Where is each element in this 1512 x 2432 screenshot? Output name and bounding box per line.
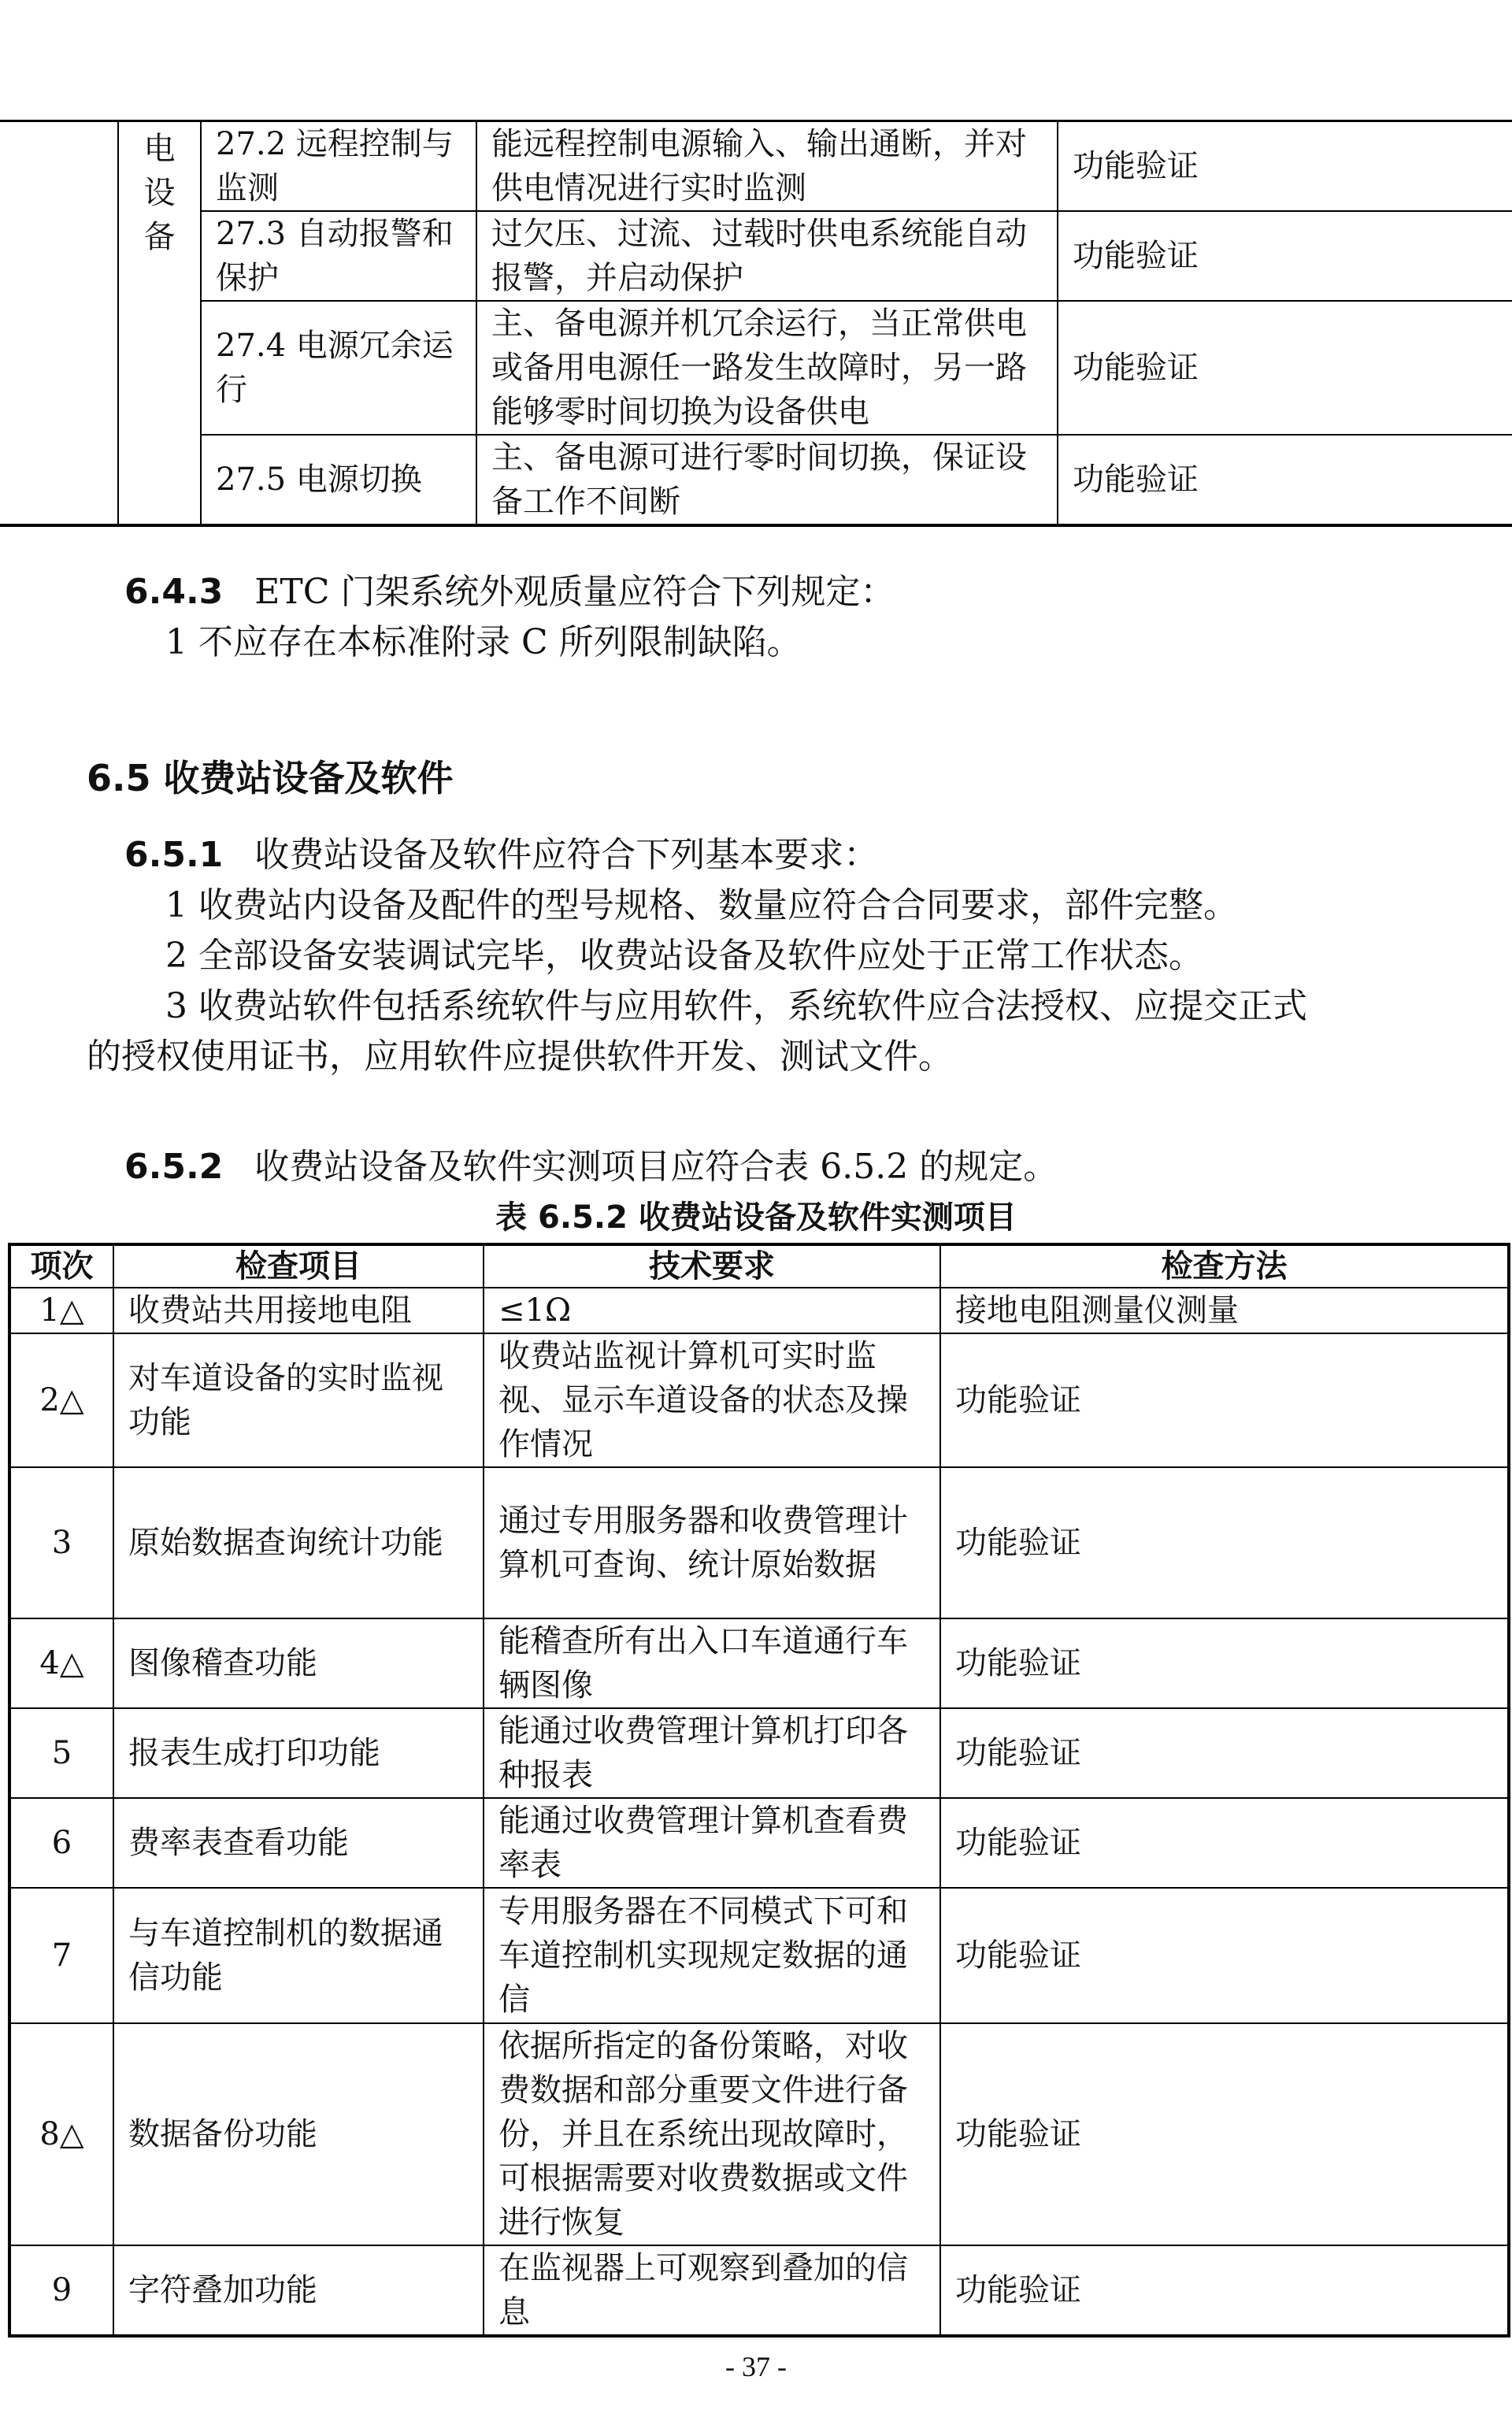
table-row xyxy=(9,2245,1509,2336)
check-method: 功能验证 xyxy=(940,1467,1509,1618)
tech-requirement: 专用服务器在不同模式下可和车道控制机实现规定数据的通信 xyxy=(484,1888,940,2023)
check-item: 费率表查看功能 xyxy=(113,1798,484,1888)
table-row xyxy=(9,1888,1509,2023)
tech-requirement: 主、备电源可进行零时间切换，保证设备工作不间断 xyxy=(476,435,1058,525)
clause-line: 1 不应存在本标准附录 C 所列限制缺陷。 xyxy=(165,622,802,662)
check-method: 接地电阻测量仪测量 xyxy=(940,1288,1509,1333)
clause-6-5-2 xyxy=(124,1144,1058,1191)
tech-requirement: 能通过收费管理计算机打印各种报表 xyxy=(484,1708,940,1798)
clause-line: 2 全部设备安装调试完毕，收费站设备及软件应处于正常工作状态。 xyxy=(165,936,1203,976)
check-item: 27.3 自动报警和保护 xyxy=(201,211,476,301)
row-number: 4△ xyxy=(9,1618,113,1708)
check-item: 27.4 电源冗余运行 xyxy=(201,301,476,435)
power-equipment-table xyxy=(0,120,1512,527)
check-method: 功能验证 xyxy=(940,1798,1509,1888)
tech-requirement: 在监视器上可观察到叠加的信息 xyxy=(484,2245,940,2336)
check-method: 功能验证 xyxy=(1058,121,1512,212)
clause-number: 6.5.2 xyxy=(124,1147,224,1187)
tech-requirement: 主、备电源并机冗余运行，当正常供电或备用电源任一路发生故障时，另一路能够零时间切换为设备供电 xyxy=(476,301,1058,435)
clause-line: 3 收费站软件包括系统软件与应用软件，系统软件应合法授权、应提交正式 xyxy=(165,986,1307,1026)
clause-text: 收费站设备及软件实测项目应符合表 6.5.2 的规定。 xyxy=(254,1147,1058,1187)
check-method: 功能验证 xyxy=(940,2245,1509,2336)
table-row xyxy=(9,1798,1509,1888)
table-header-row xyxy=(9,1244,1509,1288)
header-cell: 检查项目 xyxy=(113,1244,484,1288)
check-method: 功能验证 xyxy=(1058,301,1512,435)
category-char: 电 xyxy=(143,131,176,167)
row-number: 1△ xyxy=(9,1288,113,1333)
page-number: - 37 - xyxy=(725,2351,787,2382)
check-item: 原始数据查询统计功能 xyxy=(113,1467,484,1618)
tech-requirement: 通过专用服务器和收费管理计算机可查询、统计原始数据 xyxy=(484,1467,940,1618)
check-method: 功能验证 xyxy=(940,1888,1509,2023)
check-item: 报表生成打印功能 xyxy=(113,1708,484,1798)
check-method: 功能验证 xyxy=(1058,211,1512,301)
clause-number: 6.5.1 xyxy=(124,835,224,875)
row-number: 5 xyxy=(9,1708,113,1798)
tech-requirement: 依据所指定的备份策略，对收费数据和部分重要文件进行备份，并且在系统出现故障时，可根据需要对收费数据或文件进行恢复 xyxy=(484,2023,940,2245)
row-number: 6 xyxy=(9,1798,113,1888)
check-method: 功能验证 xyxy=(940,1708,1509,1798)
table-row xyxy=(9,1467,1509,1618)
table-row xyxy=(9,2023,1509,2245)
check-method: 功能验证 xyxy=(940,1618,1509,1708)
check-item: 收费站共用接地电阻 xyxy=(113,1288,484,1333)
clause-number: 6.4.3 xyxy=(124,572,224,612)
blank-cell xyxy=(0,121,118,526)
tech-requirement: 能稽查所有出入口车道通行车辆图像 xyxy=(484,1618,940,1708)
category-cell xyxy=(118,121,201,526)
header-cell: 技术要求 xyxy=(484,1244,940,1288)
clause-6-4-3 xyxy=(124,569,895,616)
clause-line: 1 收费站内设备及配件的型号规格、数量应符合合同要求，部件完整。 xyxy=(165,885,1238,925)
table-row xyxy=(9,1333,1509,1467)
check-item: 数据备份功能 xyxy=(113,2023,484,2245)
category-char: 备 xyxy=(143,219,176,255)
header-cell: 检查方法 xyxy=(940,1244,1509,1288)
tech-requirement: 收费站监视计算机可实时监视、显示车道设备的状态及操作情况 xyxy=(484,1333,940,1467)
check-item: 与车道控制机的数据通信功能 xyxy=(113,1888,484,2023)
check-item: 对车道设备的实时监视功能 xyxy=(113,1333,484,1467)
check-item: 字符叠加功能 xyxy=(113,2245,484,2336)
section-heading: 6.5 收费站设备及软件 xyxy=(87,757,454,799)
row-number: 3 xyxy=(9,1467,113,1618)
clause-line: 的授权使用证书，应用软件应提供软件开发、测试文件。 xyxy=(87,1036,953,1077)
clause-text: ETC 门架系统外观质量应符合下列规定： xyxy=(254,572,895,612)
tech-requirement: 过欠压、过流、过载时供电系统能自动报警，并启动保护 xyxy=(476,211,1058,301)
clause-text: 收费站设备及软件应符合下列基本要求： xyxy=(254,835,879,875)
category-char: 设 xyxy=(143,175,176,211)
check-method: 功能验证 xyxy=(940,2023,1509,2245)
table-row xyxy=(9,1288,1509,1333)
row-number: 8△ xyxy=(9,2023,113,2245)
tech-requirement: 能通过收费管理计算机查看费率表 xyxy=(484,1798,940,1888)
toll-station-test-table xyxy=(8,1243,1510,2337)
check-item: 图像稽查功能 xyxy=(113,1618,484,1708)
table-caption: 表 6.5.2 收费站设备及软件实测项目 xyxy=(495,1199,1017,1236)
table-row xyxy=(9,1708,1509,1798)
clause-6-5-1 xyxy=(124,832,878,879)
check-method: 功能验证 xyxy=(1058,435,1512,525)
row-number: 9 xyxy=(9,2245,113,2336)
row-number: 7 xyxy=(9,1888,113,2023)
header-cell: 项次 xyxy=(9,1244,113,1288)
tech-requirement: ≤1Ω xyxy=(484,1288,940,1333)
check-method: 功能验证 xyxy=(940,1333,1509,1467)
check-item: 27.2 远程控制与监测 xyxy=(201,121,476,212)
table-row xyxy=(9,1618,1509,1708)
tech-requirement: 能远程控制电源输入、输出通断，并对供电情况进行实时监测 xyxy=(476,121,1058,212)
row-number: 2△ xyxy=(9,1333,113,1467)
check-item: 27.5 电源切换 xyxy=(201,435,476,525)
